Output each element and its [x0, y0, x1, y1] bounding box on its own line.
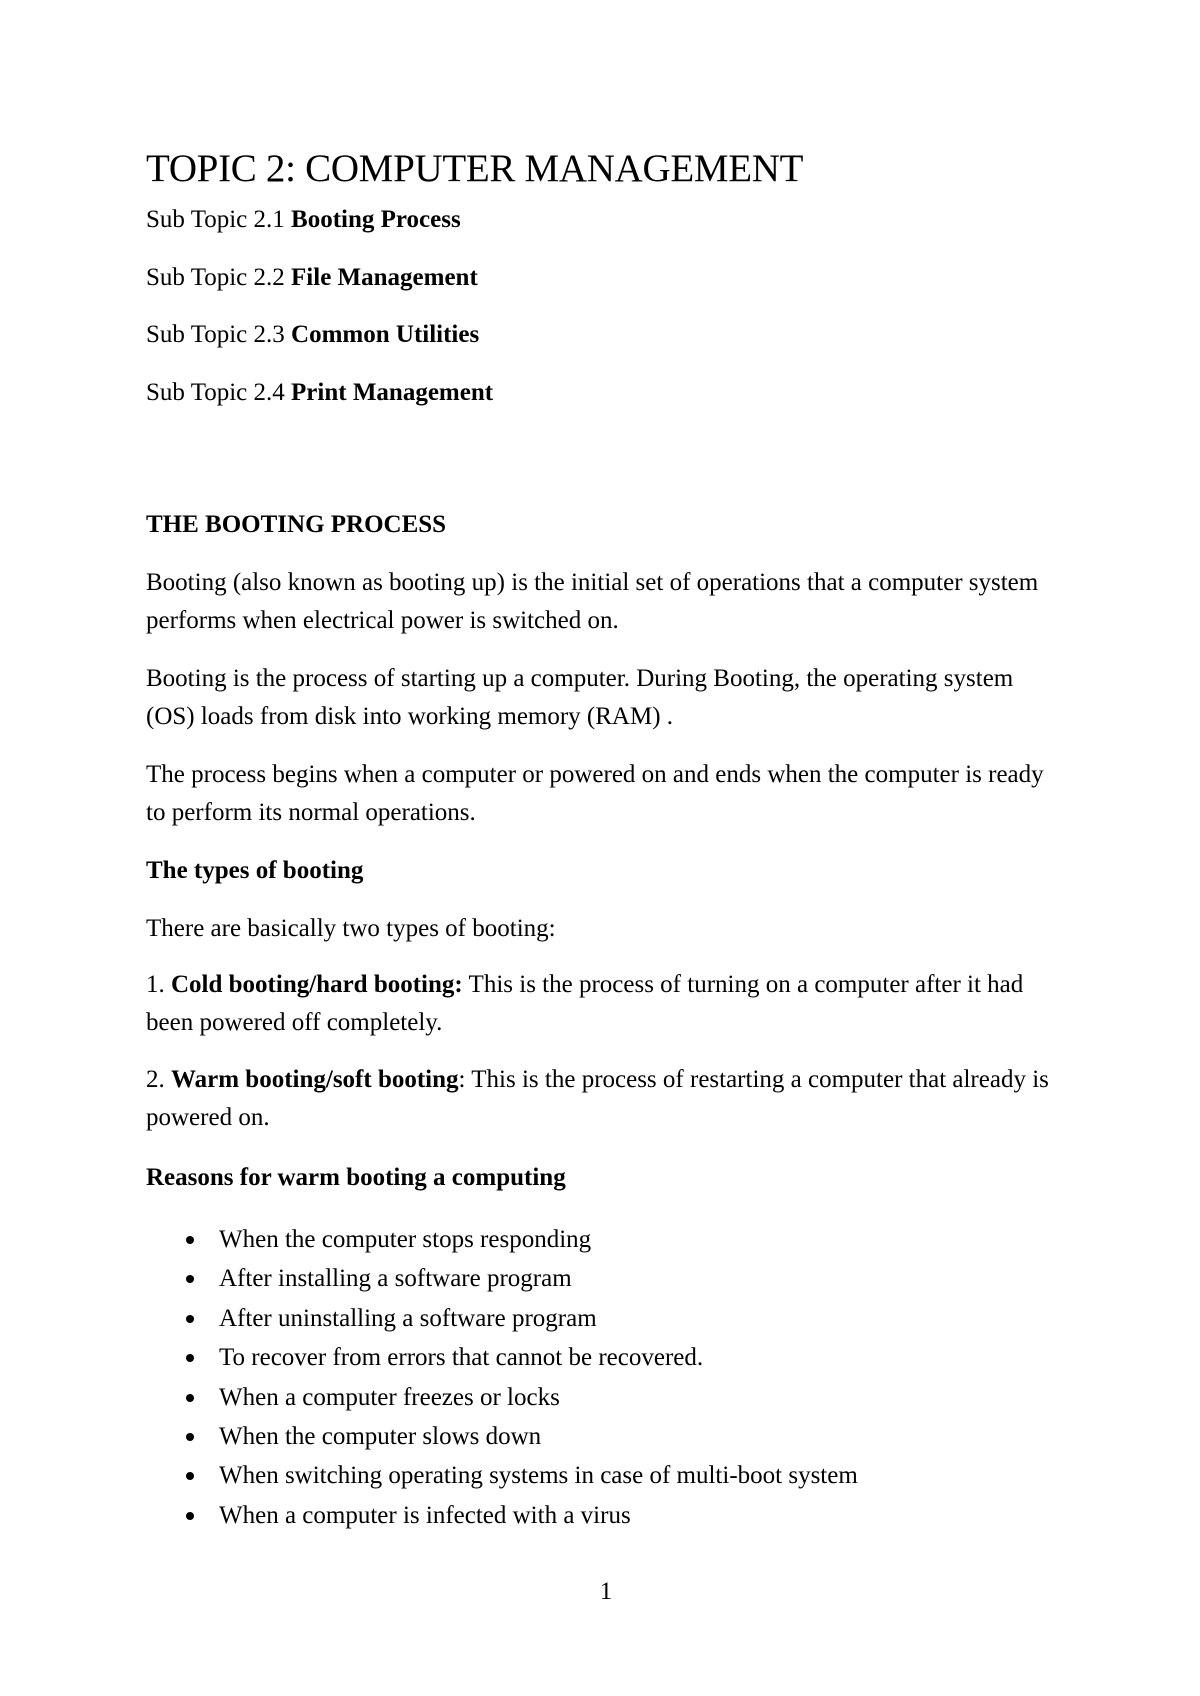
subtopic-name: File Management [291, 264, 478, 291]
list-item-text: After installing a software program [219, 1265, 572, 1293]
list-item-text: When switching operating systems in case of multi-boot system [219, 1462, 858, 1490]
subtopic-name: Print Management [291, 379, 494, 406]
subtopic-line [146, 205, 461, 235]
list-item [146, 1259, 858, 1298]
list-item [146, 1220, 858, 1259]
subtopic-prefix: Sub Topic 2.3 [146, 321, 292, 348]
section-heading: THE BOOTING PROCESS [146, 511, 447, 538]
paragraph: Booting (also known as booting up) is the initial set of operations that a computer system performs when electrical power is switched on. [146, 569, 1039, 634]
reasons-heading: Reasons for warm booting a computing [146, 1164, 566, 1191]
list-item [146, 1338, 858, 1377]
list-item-text: When the computer slows down [219, 1423, 542, 1451]
bullet-icon [186, 1394, 194, 1402]
list-item [146, 1417, 858, 1456]
subtopic-line [146, 263, 478, 293]
types-intro: There are basically two types of booting: [146, 915, 556, 942]
bullet-icon [186, 1236, 194, 1244]
list-item-text: When a computer is infected with a virus [219, 1501, 631, 1529]
item-number: 1. [146, 971, 171, 998]
page-number: 1 [599, 1578, 613, 1605]
list-item-text: To recover from errors that cannot be recovered. [219, 1344, 704, 1372]
list-item-text: After uninstalling a software program [219, 1304, 597, 1332]
subtopic-line [146, 320, 479, 350]
bullet-icon [186, 1433, 194, 1441]
subtopic-prefix: Sub Topic 2.1 [146, 206, 292, 233]
item-description: : This is the process of restarting a computer that already is powered on. [146, 1066, 1049, 1131]
subtopic-prefix: Sub Topic 2.2 [146, 264, 292, 291]
document-page [146, 0, 1066, 1696]
types-heading: The types of booting [146, 857, 364, 884]
subtopic-name: Booting Process [291, 206, 461, 233]
list-item [146, 1456, 858, 1495]
list-item [146, 1378, 858, 1417]
item-number: 2. [146, 1066, 171, 1093]
item-term: Warm booting/soft booting [171, 1066, 459, 1093]
list-item-text: When a computer freezes or locks [219, 1383, 560, 1411]
list-item [146, 1496, 858, 1535]
bullet-icon [186, 1275, 194, 1283]
page-title: TOPIC 2: COMPUTER MANAGEMENT [146, 147, 804, 190]
reasons-list [146, 1220, 858, 1535]
list-item-text: When the computer stops responding [219, 1226, 592, 1253]
bullet-icon [186, 1512, 194, 1520]
bullet-icon [186, 1472, 194, 1480]
booting-type-item [146, 966, 1066, 1042]
subtopic-name: Common Utilities [291, 321, 480, 348]
list-item [146, 1299, 858, 1338]
bullet-icon [186, 1315, 194, 1323]
paragraph: Booting is the process of starting up a computer. During Booting, the operating system (OS) loads from disk into working memory (RAM) . [146, 665, 1014, 730]
bullet-icon [186, 1354, 194, 1362]
item-description: This is the process of turning on a computer after it had been powered off completely. [146, 971, 1024, 1036]
item-term: Cold booting/hard booting: [171, 971, 463, 998]
booting-type-item [146, 1061, 1066, 1137]
subtopic-prefix: Sub Topic 2.4 [146, 379, 292, 406]
paragraph: The process begins when a computer or powered on and ends when the computer is ready to perform its normal operations. [146, 761, 1044, 826]
subtopic-line [146, 378, 493, 408]
